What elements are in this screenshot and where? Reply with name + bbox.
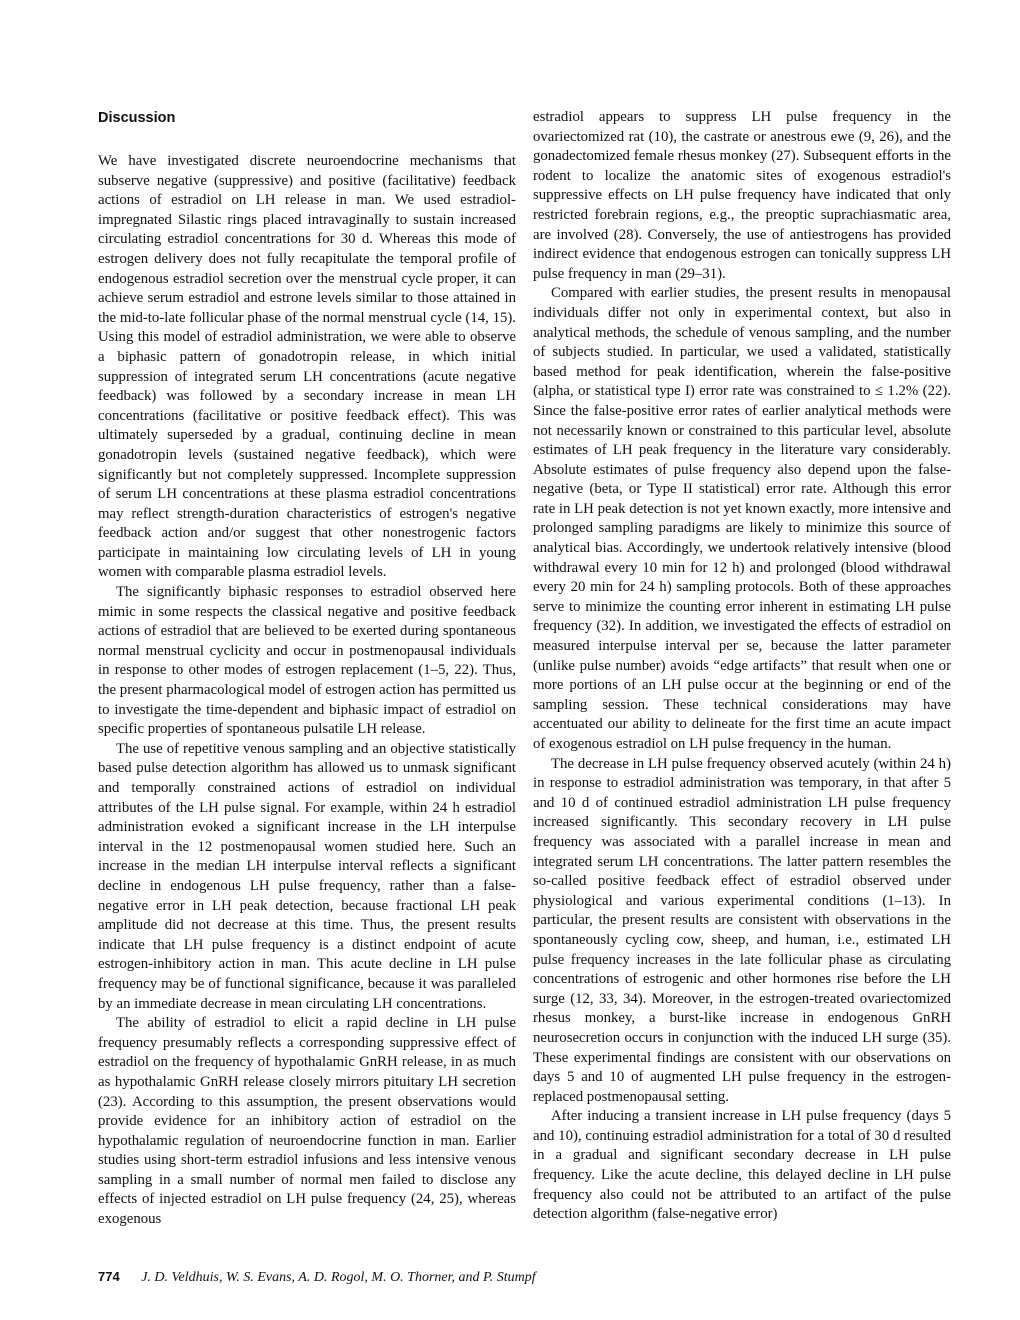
paragraph: Compared with earlier studies, the present results in menopausal individuals differ not only in experimental context, but also in analytical methods, the schedule of venous sampling, and the number of subjects studied. In particular, we used a validated, statistically based method for peak identification, wherein the false-positive (alpha, or statistical type I) error rate was constrained to ≤ 1.2% (22). Since the false-positive error rates of earlier analytical methods were not necessarily known or constrained to this particular level, absolute estimates of LH peak frequency in the literature vary considerably. Absolute estimates of pulse frequency also depend upon the false-negative (beta, or Type II statistical) error rate. Although this error rate in LH peak detection is not yet known exactly, more intensive and prolonged sampling paradigms are likely to minimize this source of analytical bias. Accordingly, we undertook relatively intensive (blood withdrawal every 10 min for 12 h) and prolonged (blood withdrawal every 20 min for 24 h) sampling protocols. Both of these approaches serve to minimize the counting error inherent in estimating LH pulse frequency (32). In addition, we investigated the effects of estradiol on measured interpulse interval per se, because the latter parameter (unlike pulse number) avoids “edge artifacts” that result when one or more portions of an LH pulse occur at the beginning or end of the sampling session. These technical considerations may have accentuated our ability to delineate for the first time an acute impact of exogenous estradiol on LH pulse frequency in the human. [533,285,951,752]
right-column [533,108,951,1225]
paragraph: We have investigated discrete neuroendocrine mechanisms that subserve negative (suppressive) and positive (facilitative) feedback actions of estradiol on LH release in man. We used estradiol-impregnated Silastic rings placed intravaginally to sustain increased circulating estradiol concentrations for 30 d. Whereas this mode of estrogen delivery does not fully recapitulate the temporal profile of endogenous estradiol secretion over the menstrual cycle proper, it can achieve serum estradiol and estrone levels similar to those attained in the mid-to-late follicular phase of the normal menstrual cycle (14, 15). Using this model of estradiol administration, we were able to observe a biphasic pattern of gonadotropin release, in which initial suppression of integrated serum LH concentrations (acute negative feedback) was followed by a secondary increase in mean LH concentrations (facilitative or positive feedback effect). This was ultimately superseded by a gradual, continuing decline in mean gonadotropin levels (sustained negative feedback), which were significantly but not completely suppressed. Incomplete suppression of serum LH concentrations at these plasma estradiol concentrations may reflect strength-duration characteristics of estrogen's negative feedback action and/or suggest that other nonestrogenic factors participate in maintaining low circulating levels of LH in young women with comparable plasma estradiol levels. [98,153,516,581]
section-heading: Discussion [98,110,176,126]
paragraph: The ability of estradiol to elicit a rapid decline in LH pulse frequency presumably reflects a corresponding suppressive effect of estradiol on the frequency of hypothalamic GnRH release, in as much as hypothalamic GnRH release closely mirrors pituitary LH secretion (23). According to this assumption, the present observations would provide evidence for an inhibitory action of estradiol on the hypothalamic regulation of neuroendocrine function in man. Earlier studies using short-term estradiol infusions and less intensive venous sampling in a small number of normal men failed to disclose any effects of injected estradiol on LH pulse frequency (24, 25), whereas exogenous [98,1015,516,1228]
page-footer [98,1268,536,1287]
paragraph: After inducing a transient increase in LH pulse frequency (days 5 and 10), continuing estradiol administration for a total of 30 d resulted in a gradual and significant secondary decrease in LH pulse frequency. Like the acute decline, this delayed decline in LH pulse frequency also could not be attributed to an artifact of the pulse detection algorithm (false-negative error) [533,1108,951,1223]
paragraph: The use of repetitive venous sampling and an objective statistically based pulse detection algorithm has allowed us to unmask significant and temporally constrained actions of estradiol on individual attributes of the LH pulse signal. For example, within 24 h estradiol administration evoked a significant increase in the LH interpulse interval in the 12 postmenopausal women studied here. Such an increase in the median LH interpulse interval reflects a significant decline in endogenous LH pulse frequency, rather than a false-negative error in LH peak detection, because fractional LH peak amplitude did not decrease at this time. Thus, the present results indicate that LH pulse frequency is a distinct endpoint of acute estrogen-inhibitory action in man. This acute decline in LH pulse frequency may be of functional significance, because it was paralleled by an immediate decrease in mean circulating LH concentrations. [98,740,516,1012]
left-column [98,108,516,1230]
footer-authors: J. D. Veldhuis, W. S. Evans, A. D. Rogol, M. O. Thorner, and P. Stumpf [141,1270,536,1285]
paragraph: The significantly biphasic responses to estradiol observed here mimic in some respects the classical negative and positive feedback actions of estradiol that are believed to be exerted during spontaneous normal menstrual cyclicity and occur in postmenopausal individuals in response to other modes of estrogen replacement (1–5, 22). Thus, the present pharmacological model of estrogen action has permitted us to investigate the time-dependent and biphasic impact of estradiol on specific properties of spontaneous pulsatile LH release. [98,584,516,738]
paragraph: The decrease in LH pulse frequency observed acutely (within 24 h) in response to estradiol administration was temporary, in that after 5 and 10 d of continued estradiol administration LH pulse frequency increased significantly. This secondary recovery in LH pulse frequency was associated with a parallel increase in mean and integrated serum LH concentrations. The latter pattern resembles the so-called positive feedback effect of estradiol observed under physiological and various experimental conditions (1–13). In particular, the present results are consistent with observations in the spontaneously cycling cow, sheep, and human, i.e., estimated LH pulse frequency increases in the late follicular phase as circulating concentrations of estrogenic and other hormones rise before the LH surge (12, 33, 34). Moreover, in the estrogen-treated ovariectomized rhesus monkey, a burst-like increase in endogenous GnRH neurosecretion occurs in conjunction with the induced LH surge (35). These experimental findings are consistent with our observations on days 5 and 10 of augmented LH pulse frequency in the estrogen-replaced postmenopausal setting. [533,755,951,1105]
page-number: 774 [98,1269,120,1284]
paragraph: estradiol appears to suppress LH pulse frequency in the ovariectomized rat (10), the castrate or anestrous ewe (9, 26), and the gonadectomized female rhesus monkey (27). Subsequent efforts in the rodent to localize the anatomic sites of exogenous estradiol's suppressive effects on LH pulse frequency have indicated that only restricted forebrain regions, e.g., the preoptic suprachiasmatic area, are involved (28). Conversely, the use of antiestrogens has provided indirect evidence that endogenous estrogen can tonically suppress LH pulse frequency in man (29–31). [533,109,951,282]
